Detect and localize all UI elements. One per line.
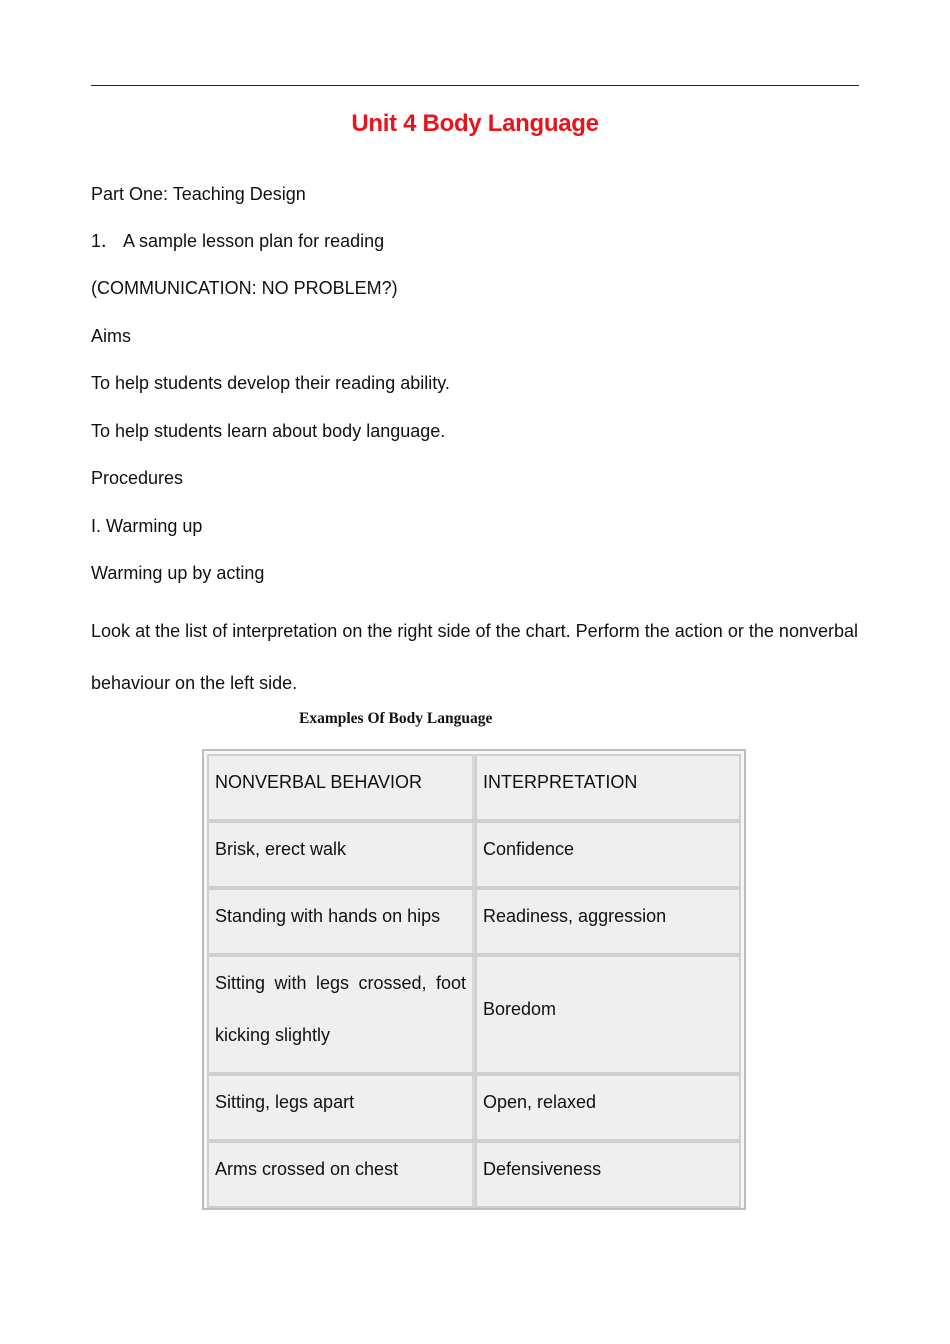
table-caption: Examples Of Body Language — [299, 710, 493, 727]
table-grid — [207, 754, 741, 1208]
header-cell: NONVERBAL BEHAVIOR — [207, 754, 475, 821]
interpretation-cell: Defensiveness — [475, 1141, 741, 1208]
table-row — [207, 1141, 741, 1208]
interpretation-cell: Readiness, aggression — [475, 888, 741, 955]
step-heading: I. Warming up — [91, 516, 203, 536]
procedures-heading: Procedures — [91, 468, 184, 488]
table-row — [207, 1074, 741, 1141]
aims-heading: Aims — [91, 326, 131, 346]
instruction-paragraph: Look at the list of interpretation on the right side of the chart. Perform the action or the nonverbal behaviour on the left side. — [91, 621, 858, 693]
behavior-cell: Standing with hands on hips — [207, 888, 475, 955]
header-cell: INTERPRETATION — [475, 754, 741, 821]
part-heading: Part One: Teaching Design — [91, 184, 306, 204]
behavior-cell: Sitting, legs apart — [207, 1074, 475, 1141]
aim-item: To help students develop their reading ability. — [91, 373, 450, 393]
table-header-row — [207, 754, 741, 821]
table-row — [207, 821, 741, 888]
behavior-cell: Arms crossed on chest — [207, 1141, 475, 1208]
interpretation-cell: Confidence — [475, 821, 741, 888]
table-row — [207, 888, 741, 955]
aim-item: To help students learn about body language. — [91, 421, 446, 441]
table-row — [207, 955, 741, 1074]
lesson-plan-heading: 1． A sample lesson plan for reading — [91, 231, 385, 251]
document-title: Unit 4 Body Language — [351, 110, 599, 137]
step-subheading: Warming up by acting — [91, 563, 265, 583]
lesson-subtitle: (COMMUNICATION: NO PROBLEM?) — [91, 278, 398, 298]
behavior-cell: Brisk, erect walk — [207, 821, 475, 888]
behavior-cell: Sitting with legs crossed, foot kicking slightly — [207, 955, 475, 1074]
interpretation-cell: Open, relaxed — [475, 1074, 741, 1141]
header-rule — [91, 85, 859, 86]
body-language-table — [202, 749, 746, 1210]
interpretation-cell: Boredom — [475, 955, 741, 1074]
